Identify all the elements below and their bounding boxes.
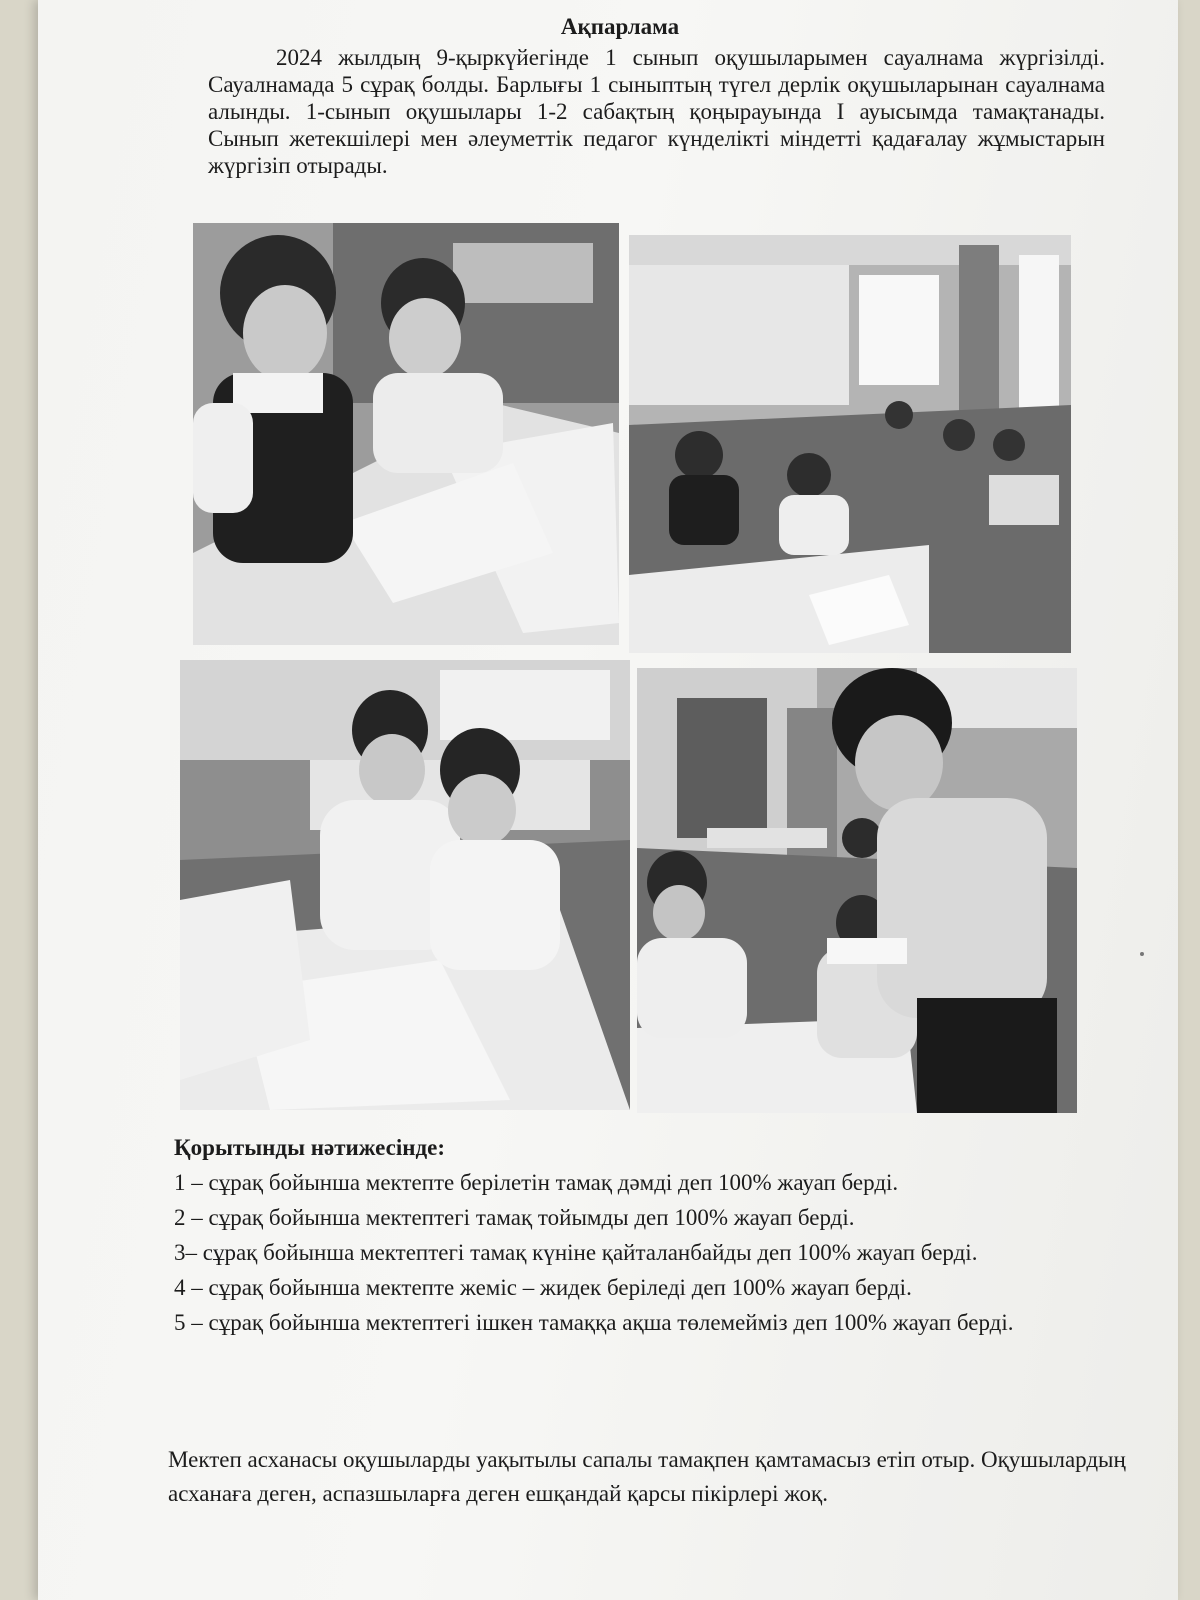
intro-paragraph: 2024 жылдың 9-қыркүйегінде 1 сынып оқушыларымен сауалнама жүргізілді. Сауалнамада 5 сұрақ болды. Барлығы 1 сыныптың түгел дерлік оқушыларынан сауалнама алынды. 1-сынып оқушылары 1-2 сабақтың қоңырауында I ауысымда тамақтанады. Сынып жетекшілері мен әлеуметтік педагог күнделікті міндетті қадағалау жұмыстарын жүргізіп отырады. [208, 45, 1105, 178]
document-title: Ақпарлама [560, 14, 680, 39]
classroom-photo-students-at-desks [629, 235, 1071, 653]
results-heading: Қорытынды нәтижесінде: [174, 1135, 446, 1160]
result-item-4: 4 – сұрақ бойынша мектепте жеміс – жидек беріледі деп 100% жауап берді. [174, 1275, 912, 1300]
paper-speck [1140, 952, 1144, 956]
classroom-photo-teacher-with-students [637, 668, 1077, 1113]
conclusion-paragraph: Мектеп асханасы оқушыларды уақытылы сапалы тамақпен қамтамасыз етіп отыр. Оқушылардың асханаға деген, аспазшыларға деген ешқандай қарсы пікірлері жоқ. [168, 1447, 1126, 1506]
result-item-3: 3– сұрақ бойынша мектептегі тамақ күніне қайталанбайды деп 100% жауап берді. [174, 1240, 978, 1265]
classroom-photo-girl-and-boy-reading [193, 223, 619, 645]
result-item-1: 1 – сұрақ бойынша мектепте берілетін тамақ дәмді деп 100% жауап берді. [174, 1170, 899, 1195]
results-section [174, 1130, 1114, 1340]
result-item-2: 2 – сұрақ бойынша мектептегі тамақ тойымды деп 100% жауап берді. [174, 1205, 855, 1230]
classroom-photo-two-boys-reading [180, 660, 630, 1110]
result-item-5: 5 – сұрақ бойынша мектептегі ішкен тамаққа ақша төлемейміз деп 100% жауап берді. [174, 1310, 1014, 1335]
